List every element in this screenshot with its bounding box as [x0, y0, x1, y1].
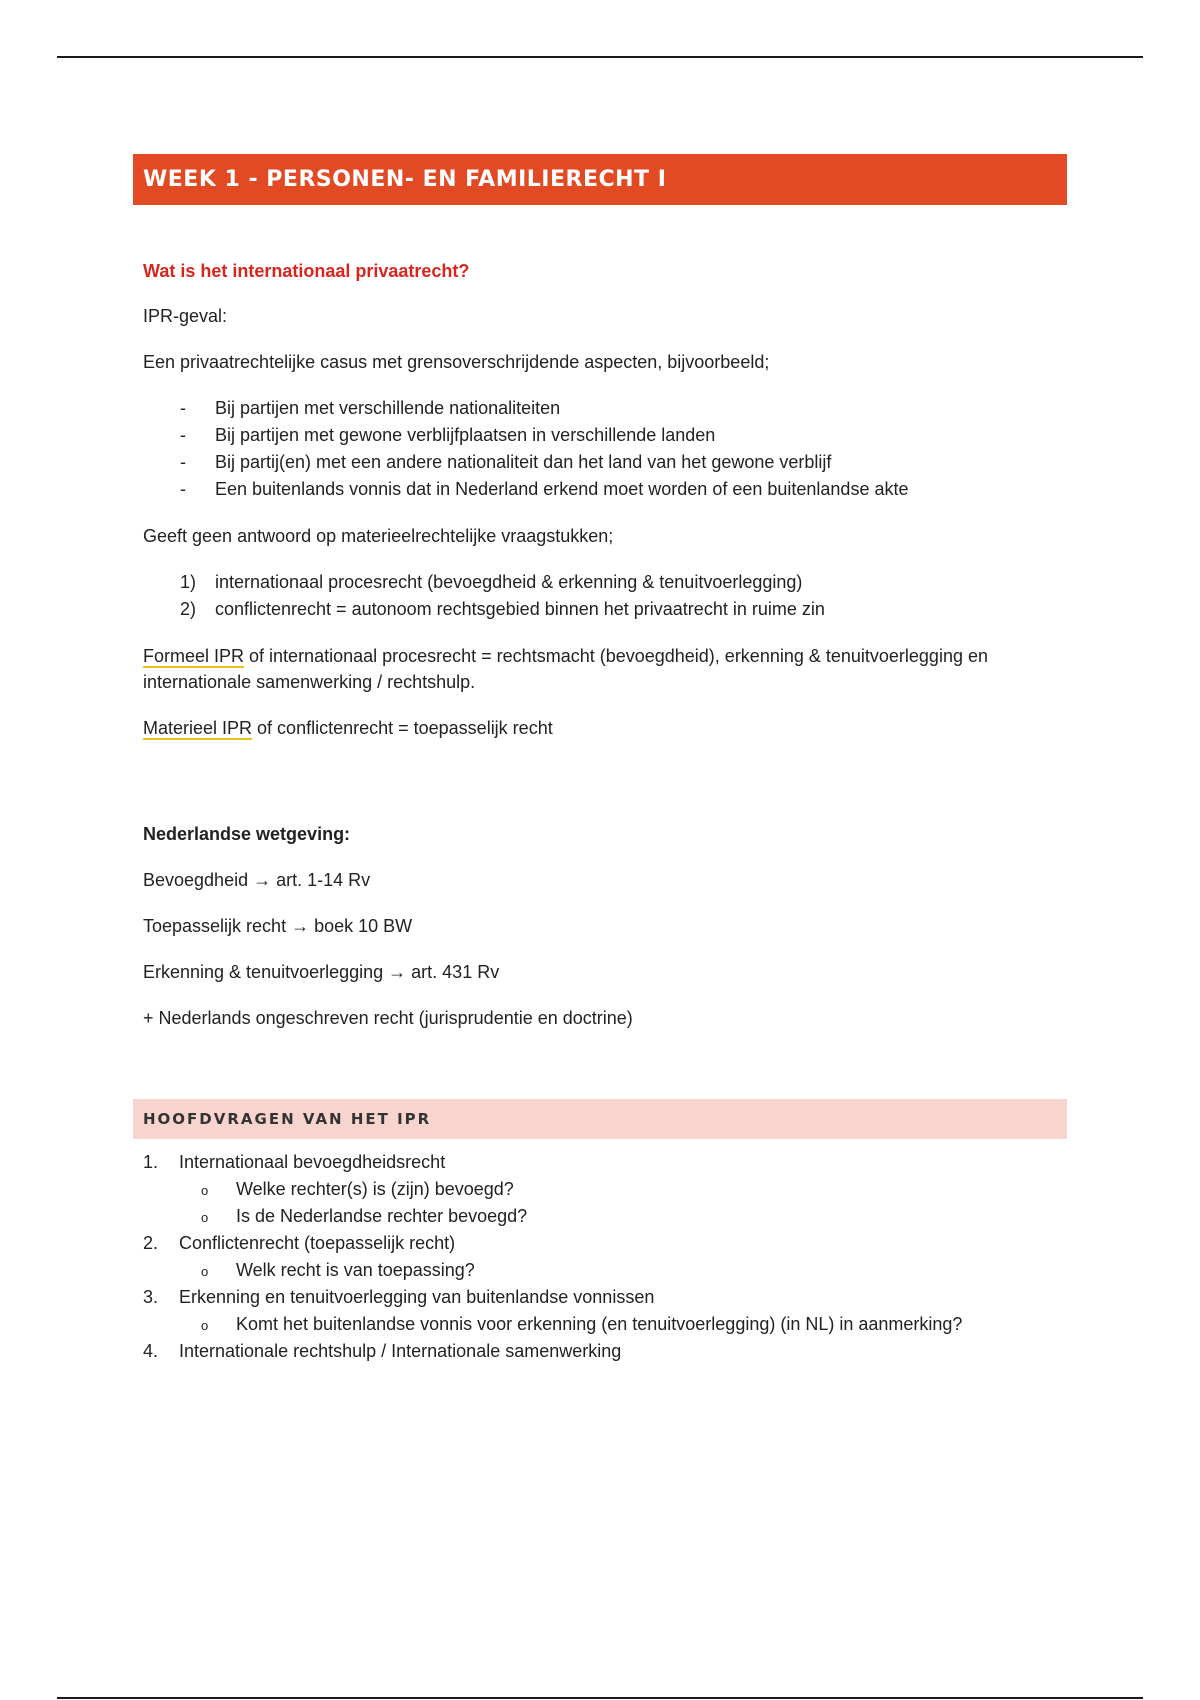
- section-heading: Wat is het internationaal privaatrecht?: [143, 261, 470, 281]
- dash-marker: -: [180, 398, 186, 418]
- number-marker: 2.: [143, 1233, 159, 1253]
- dash-marker: -: [180, 452, 186, 472]
- materieel-ipr-term: Materieel IPR: [143, 718, 253, 738]
- main-questions-list: [133, 1149, 1067, 1365]
- top-rule: [57, 56, 1143, 58]
- materieel-ipr-definition: of conflictenrecht = toepasselijk recht: [252, 718, 553, 738]
- list-item: [143, 449, 1067, 476]
- section-ipr-definition: [133, 261, 1067, 741]
- legislation-line: Bevoegdheid → art. 1-14 Rv: [143, 870, 371, 890]
- question-text: Internationaal bevoegdheidsrecht: [179, 1152, 446, 1172]
- section-heading: Nederlandse wetgeving:: [143, 824, 351, 844]
- list-item-text: conflictenrecht = autonoom rechtsgebied binnen het privaatrecht in ruime zin: [215, 599, 825, 619]
- no-answer-paragraph: Geeft geen antwoord op materieelrechtelijke vraagstukken;: [143, 526, 614, 546]
- number-marker: 3.: [143, 1287, 159, 1307]
- circle-bullet-icon: o: [201, 1318, 209, 1333]
- sub-question-item: [143, 1257, 1067, 1284]
- formeel-ipr-term: Formeel IPR: [143, 646, 245, 666]
- list-item: [143, 476, 1067, 503]
- main-questions-band: [133, 1099, 1067, 1139]
- legislation-line: Toepasselijk recht → boek 10 BW: [143, 916, 413, 936]
- section-dutch-legislation: [133, 821, 1067, 1031]
- question-item: [143, 1284, 1067, 1311]
- materieel-ipr-paragraph: [143, 715, 1067, 741]
- number-marker: 1): [180, 572, 197, 592]
- ipr-geval-label: IPR-geval:: [143, 306, 228, 326]
- week-title: WEEK 1 - PERSONEN- EN FAMILIERECHT I: [143, 167, 667, 192]
- sub-question-item: [143, 1203, 1067, 1230]
- list-item: [143, 569, 1067, 596]
- circle-bullet-icon: o: [201, 1183, 209, 1198]
- band-heading: HOOFDVRAGEN VAN HET IPR: [143, 1110, 432, 1128]
- dash-marker: -: [180, 479, 186, 499]
- legislation-line: Erkenning & tenuitvoerlegging → art. 431 Rv: [143, 962, 500, 982]
- list-item: [143, 422, 1067, 449]
- list-item-text: Bij partij(en) met een andere nationaliteit dan het land van het gewone verblijf: [215, 452, 832, 472]
- question-text: Internationale rechtshulp / Internationale samenwerking: [179, 1341, 622, 1361]
- bottom-rule: [57, 1697, 1143, 1699]
- question-item: [143, 1149, 1067, 1176]
- numbered-list: [143, 569, 1067, 623]
- list-item-text: Een buitenlands vonnis dat in Nederland erkend moet worden of een buitenlandse akte: [215, 479, 909, 499]
- document-page: [133, 154, 1067, 1365]
- sub-question-text: Welke rechter(s) is (zijn) bevoegd?: [236, 1179, 514, 1199]
- sub-question-text: Is de Nederlandse rechter bevoegd?: [236, 1206, 528, 1226]
- question-item: [143, 1230, 1067, 1257]
- list-item-text: internationaal procesrecht (bevoegdheid & erkenning & tenuitvoerlegging): [215, 572, 803, 592]
- question-item: [143, 1338, 1067, 1365]
- circle-bullet-icon: o: [201, 1264, 209, 1279]
- legislation-line: + Nederlands ongeschreven recht (jurisprudentie en doctrine): [143, 1008, 633, 1028]
- number-marker: 4.: [143, 1341, 159, 1361]
- dash-marker: -: [180, 425, 186, 445]
- number-marker: 1.: [143, 1152, 159, 1172]
- list-item: [143, 596, 1067, 623]
- circle-bullet-icon: o: [201, 1210, 209, 1225]
- formeel-ipr-paragraph: [143, 643, 1067, 695]
- week-title-banner: [133, 154, 1067, 205]
- sub-question-item: [143, 1311, 1067, 1338]
- example-list: [143, 395, 1067, 503]
- list-item-text: Bij partijen met gewone verblijfplaatsen in verschillende landen: [215, 425, 716, 445]
- intro-paragraph: Een privaatrechtelijke casus met grensoverschrijdende aspecten, bijvoorbeeld;: [143, 352, 770, 372]
- number-marker: 2): [180, 599, 197, 619]
- sub-question-item: [143, 1176, 1067, 1203]
- list-item-text: Bij partijen met verschillende nationaliteiten: [215, 398, 561, 418]
- sub-question-text: Welk recht is van toepassing?: [236, 1260, 475, 1280]
- list-item: [143, 395, 1067, 422]
- question-text: Conflictenrecht (toepasselijk recht): [179, 1233, 456, 1253]
- formeel-ipr-definition: of internationaal procesrecht = rechtsmacht (bevoegdheid), erkenning & tenuitvoerlegging en internationale samenwerking / rechtshulp.: [143, 646, 988, 692]
- sub-question-text: Komt het buitenlandse vonnis voor erkenning (en tenuitvoerlegging) (in NL) in aanmerking?: [236, 1314, 963, 1334]
- question-text: Erkenning en tenuitvoerlegging van buitenlandse vonnissen: [179, 1287, 655, 1307]
